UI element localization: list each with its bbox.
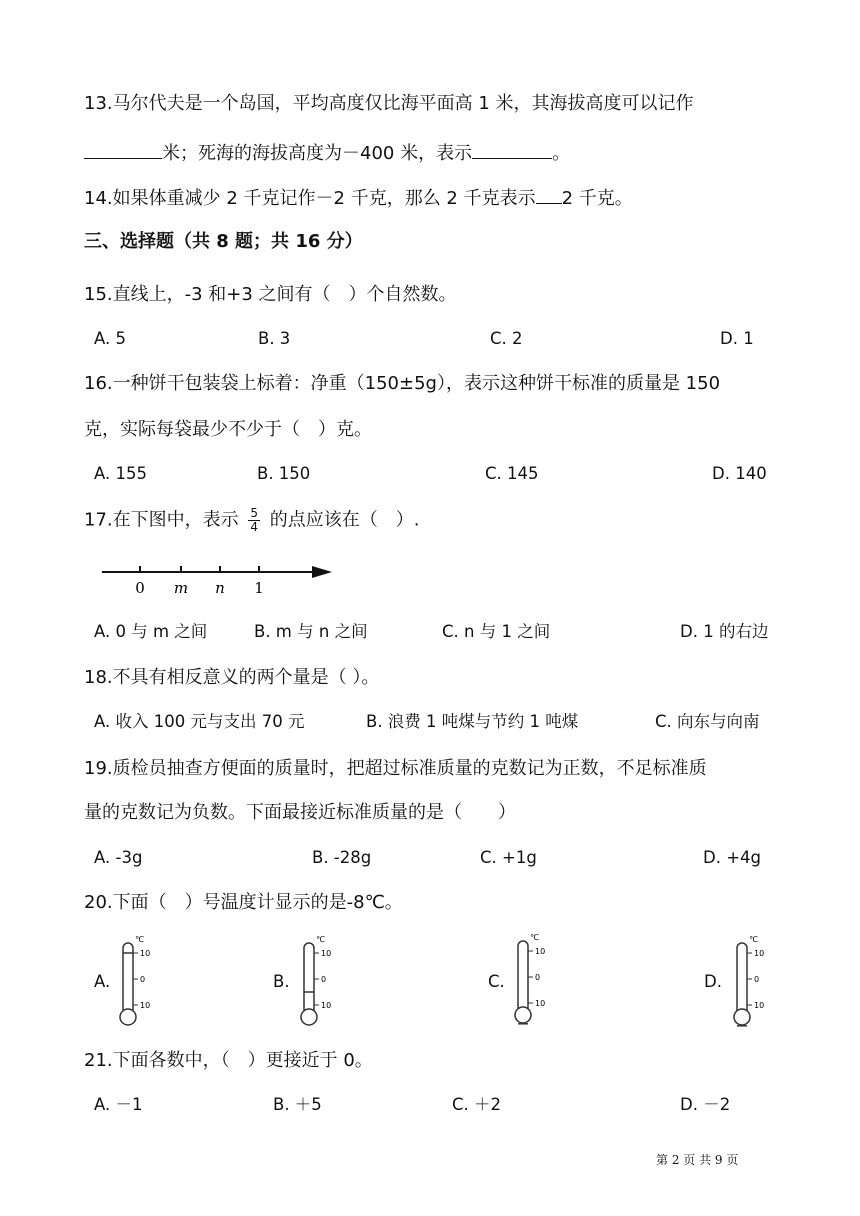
q13-line2 bbox=[84, 140, 570, 166]
label-1: 1 bbox=[254, 579, 264, 597]
q17-stem bbox=[84, 507, 419, 534]
thermometer-tick-label: 0 bbox=[140, 975, 146, 984]
q16-option-b[interactable]: B. 150 bbox=[257, 464, 311, 483]
q17-post: 的点应该在（ ）. bbox=[269, 509, 420, 531]
thermometer-a[interactable] bbox=[113, 933, 163, 1029]
q21-stem: 21.下面各数中，（ ）更接近于 0。 bbox=[84, 1050, 373, 1071]
q13-line1: 13.马尔代夫是一个岛国，平均高度仅比海平面高 1 米，其海拔高度可以记作 bbox=[84, 93, 694, 114]
celsius-unit: ℃ bbox=[530, 933, 539, 942]
q19-line2: 量的克数记为负数。下面最接近标准质量的是（ ） bbox=[84, 802, 516, 823]
q20-option-a[interactable]: A. bbox=[94, 972, 111, 991]
q16-line2: 克，实际每袋最少不少于（ ）克。 bbox=[84, 419, 372, 440]
thermometer-bulb bbox=[734, 1009, 750, 1025]
thermometer-tick-label: 10 bbox=[535, 947, 546, 956]
label-0: 0 bbox=[135, 579, 145, 597]
q20-option-b[interactable]: B. bbox=[273, 972, 290, 991]
thermometer-tick-label: 10 bbox=[754, 949, 765, 958]
thermometer-tube bbox=[123, 943, 133, 1015]
q14-pre: 14.如果体重减少 2 千克记作－2 千克，那么 2 千克表示 bbox=[84, 188, 536, 209]
label-m: m bbox=[173, 579, 189, 597]
q19-line1: 19.质检员抽查方便面的质量时，把超过标准质量的克数记为正数，不足标准质 bbox=[84, 758, 707, 779]
q15-option-a[interactable]: A. 5 bbox=[94, 329, 126, 348]
q18-option-c[interactable]: C. 向东与向南 bbox=[655, 712, 760, 731]
q15-option-c[interactable]: C. 2 bbox=[490, 329, 523, 348]
q17-option-a[interactable]: A. 0 与 m 之间 bbox=[94, 622, 208, 641]
thermometer-tick-label: 0 bbox=[535, 973, 541, 982]
q18-stem: 18.不具有相反意义的两个量是（ ）。 bbox=[84, 667, 380, 688]
label-n: n bbox=[215, 579, 225, 597]
thermometer-d[interactable] bbox=[727, 933, 777, 1029]
thermometer-tick-label: 10 bbox=[321, 1001, 332, 1010]
thermometer-tick-label: 10 bbox=[754, 1001, 765, 1010]
thermometer-tube bbox=[518, 941, 528, 1013]
arrow-icon bbox=[312, 566, 332, 578]
thermometer-bulb bbox=[120, 1009, 136, 1025]
thermometer-c[interactable] bbox=[508, 931, 558, 1027]
thermometer-tick-label: 0 bbox=[754, 975, 760, 984]
q16-option-a[interactable]: A. 155 bbox=[94, 464, 147, 483]
page-footer: 第 2 页 共 9 页 bbox=[656, 1153, 739, 1167]
celsius-unit: ℃ bbox=[749, 935, 758, 944]
thermometer-b[interactable] bbox=[294, 933, 344, 1029]
q16-option-c[interactable]: C. 145 bbox=[485, 464, 539, 483]
q16-line1: 16.一种饼干包装袋上标着：净重（150±5g），表示这种饼干标准的质量是 150 bbox=[84, 373, 721, 394]
thermometer-bulb bbox=[301, 1009, 317, 1025]
answer-blank[interactable] bbox=[84, 140, 162, 159]
q20-option-c[interactable]: C. bbox=[488, 972, 505, 991]
q14-post: 2 千克。 bbox=[561, 188, 633, 209]
q21-option-c[interactable]: C. ＋2 bbox=[452, 1095, 502, 1114]
q19-option-d[interactable]: D. +4g bbox=[703, 848, 761, 867]
q15-stem: 15.直线上，-3 和+3 之间有（ ）个自然数。 bbox=[84, 284, 457, 305]
q17-option-d[interactable]: D. 1 的右边 bbox=[680, 622, 769, 641]
section-heading: 三、选择题（共 8 题；共 16 分） bbox=[84, 231, 363, 252]
thermometer-tick-label: 10 bbox=[535, 999, 546, 1008]
q21-option-a[interactable]: A. －1 bbox=[94, 1095, 143, 1114]
fraction-denominator: 4 bbox=[250, 520, 259, 534]
q17-pre: 17.在下图中，表示 bbox=[84, 509, 239, 531]
q18-option-a[interactable]: A. 收入 100 元与支出 70 元 bbox=[94, 712, 305, 731]
q20-stem: 20.下面（ ）号温度计显示的是-8℃。 bbox=[84, 892, 403, 913]
q20-option-d[interactable]: D. bbox=[704, 972, 722, 991]
celsius-unit: ℃ bbox=[316, 935, 325, 944]
thermometer-tick-label: 10 bbox=[140, 1001, 151, 1010]
answer-blank[interactable] bbox=[472, 140, 552, 159]
q14-stem bbox=[84, 185, 633, 211]
q19-option-c[interactable]: C. +1g bbox=[480, 848, 537, 867]
q13-line2-text: 米；死海的海拔高度为－400 米，表示 bbox=[162, 143, 473, 164]
q15-option-b[interactable]: B. 3 bbox=[258, 329, 291, 348]
thermometer-tube bbox=[304, 943, 314, 1015]
q21-option-d[interactable]: D. －2 bbox=[680, 1095, 731, 1114]
q18-option-b[interactable]: B. 浪费 1 吨煤与节约 1 吨煤 bbox=[366, 712, 579, 731]
q13-line2-end: 。 bbox=[552, 143, 571, 164]
fraction-numerator: 5 bbox=[250, 506, 259, 520]
thermometer-tube bbox=[737, 943, 747, 1015]
thermometer-tick-label: 10 bbox=[140, 949, 151, 958]
q17-option-c[interactable]: C. n 与 1 之间 bbox=[442, 622, 551, 641]
q19-option-b[interactable]: B. -28g bbox=[312, 848, 372, 867]
q17-option-b[interactable]: B. m 与 n 之间 bbox=[254, 622, 368, 641]
answer-blank[interactable] bbox=[536, 185, 562, 204]
fraction bbox=[248, 507, 260, 534]
number-line bbox=[100, 556, 340, 600]
q15-option-d[interactable]: D. 1 bbox=[720, 329, 754, 348]
thermometer-tick-label: 10 bbox=[321, 949, 332, 958]
q19-option-a[interactable]: A. -3g bbox=[94, 848, 143, 867]
celsius-unit: ℃ bbox=[135, 935, 144, 944]
q21-option-b[interactable]: B. ＋5 bbox=[273, 1095, 322, 1114]
thermometer-bulb bbox=[515, 1007, 531, 1023]
thermometer-tick-label: 0 bbox=[321, 975, 327, 984]
q16-option-d[interactable]: D. 140 bbox=[712, 464, 767, 483]
